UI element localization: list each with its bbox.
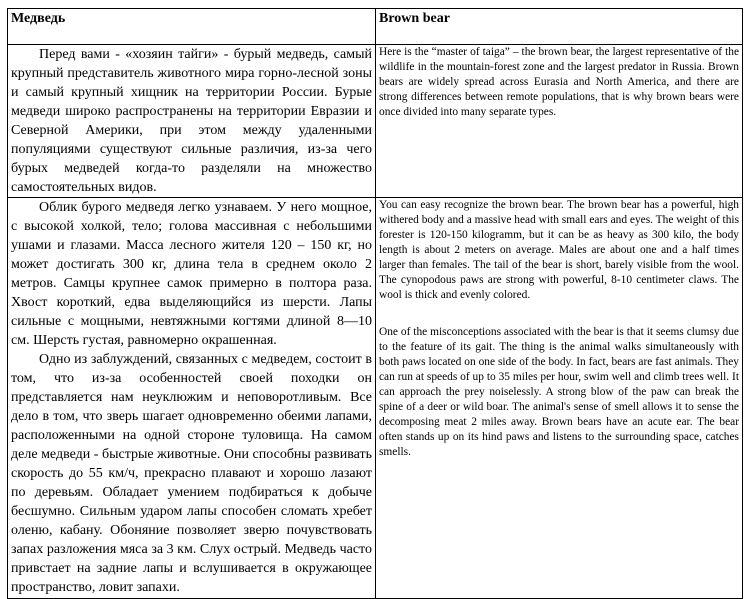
cell-english <box>376 45 743 198</box>
table-row <box>8 198 743 599</box>
header-english: Brown bear <box>376 9 743 45</box>
paragraph-english: You can easy recognize the brown bear. The brown bear has a powerful, high withered body and a massive head with small ears and eyes. The weight of this forester is 120-150 kilogramm, but it can be as heavy as 300 kilo, the body length is about 2 meters on average. Males are about one and a half times larger than females. The tail of the bear is short, barely visible from the wool. The cynopodous paws are strong with powerful, 8-10 centimeter claws. The wool is thick and evenly colored. <box>379 199 739 301</box>
paragraph-russian: Облик бурого медведя легко узнаваем. У него мощное, с высокой холкой, тело; голова массивная с небольшими ушами и глазами. Масса лесного жителя 120 – 150 кг, но может достигать 300 кг, длина тела в среднем около 2 метров. Самцы крупнее самок примерно в полтора раза. Хвост короткий, едва выделяющийся из шерсти. Лапы сильные с мощными, невтяжными когтями длиной 8—10 см. Шерсть густая, равномерно окрашенная. <box>11 200 372 348</box>
bilingual-table <box>7 8 743 599</box>
paragraph-russian: Перед вами - «хозяин тайги» - бурый медведь, самый крупный представитель животного мира горно-лесной зоны и самый крупный хищник на территории России. Бурые медведи широко распространены на территории Евразии и Северной Америки, при этом между удаленными популяциями существуют сильные различия, из-за чего бурых медведей когда-то разделяли на множество самостоятельных видов. <box>11 47 372 195</box>
cell-english <box>376 198 743 599</box>
paragraph-english: Here is the “master of taiga” – the brown bear, the largest representative of the wildlife in the mountain-forest zone and the largest predator in Russia. Brown bears are widely spread across Eurasia and North America, and there are strong differences between remote populations, that is why brown bears were once divided into many separate types. <box>379 46 739 118</box>
header-russian: Медведь <box>8 9 376 45</box>
table-row <box>8 45 743 198</box>
table-header-row <box>8 9 743 45</box>
cell-russian <box>8 45 376 198</box>
paragraph-russian: Одно из заблуждений, связанных с медведем, состоит в том, что из-за особенностей своей походки он представляется нам неуклюжим и неповоротливым. Все дело в том, что зверь шагает одновременно обеими лапами, расположенными на одной стороне туловища. На самом деле медведи - быстрые животные. Они способны развивать скорость до 55 км/ч, прекрасно плавают и хорошо лазают по деревьям. Обладает умением подбираться к добыче бесшумно. Сильным ударом лапы способен сломать хребет оленю, кабану. Обоняние позволяет зверю почувствовать запах разложения мяса за 3 км. Слух острый. Медведь часто привстает на задние лапы и вслушивается в окружающее пространство, ловит запахи. <box>11 352 372 595</box>
cell-russian <box>8 198 376 599</box>
paragraph-english: One of the misconceptions associated with the bear is that it seems clumsy due to the feature of its gait. The thing is the animal walks simultaneously with both paws located on one side of the body. In fact, bears are fast animals. They can run at speeds of up to 35 miles per hour, swim well and climb trees well. It can approach the prey noiselessly. A strong blow of the paw can break the spine of a deer or wild boar. The animal's sense of smell allows it to sense the decomposing meat 2 miles away. Brown bears have an acute ear. The bear often stands up on its hind paws and listens to the surrounding space, catches smells. <box>379 326 739 458</box>
